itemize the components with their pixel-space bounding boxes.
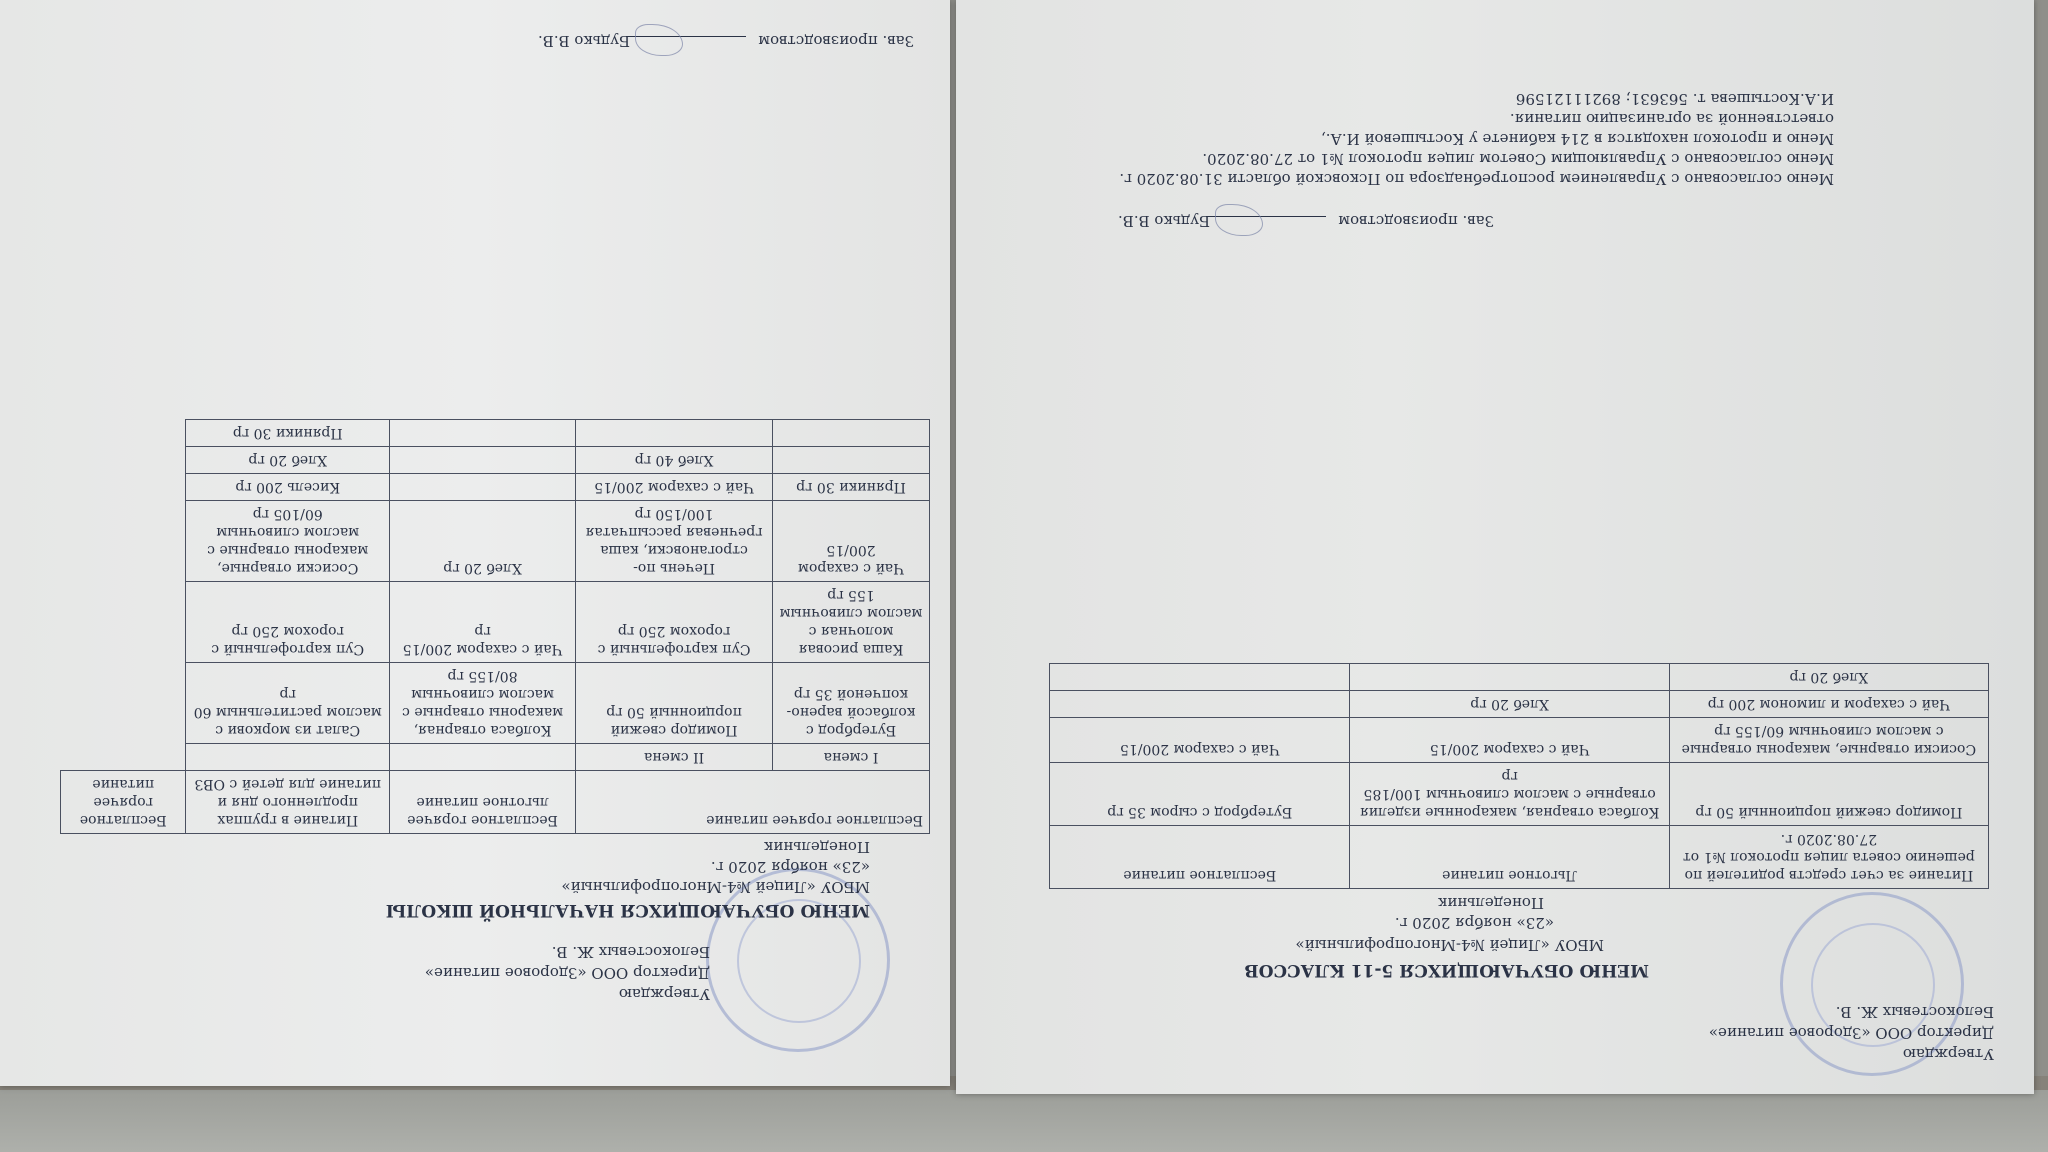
handwritten-signature (1215, 204, 1263, 236)
table-cell: Хлеб 20 гр (1669, 664, 1988, 691)
menu-date: «23» ноября 2020 г. (710, 858, 870, 876)
approval-line: Белокостевых Ж. В. (551, 943, 710, 961)
table-cell: Чай с сахаром 200/15 (773, 501, 930, 582)
table-cell: Хлеб 20 гр (1350, 691, 1669, 718)
table-cell: Колбаса отварная, макароны отварные с маслом сливочным 80/155 гр (390, 663, 576, 744)
subheader-cell: II смена (576, 744, 773, 771)
subheader-cell (186, 744, 390, 771)
table-header-row (61, 771, 930, 834)
header-cell: Бесплатное горячее питание (61, 771, 186, 834)
note-line: ответственной за организацию питания. (1509, 110, 1834, 128)
approval-line: Утверждаю (618, 985, 710, 1003)
table-cell: Чай с сахаром 200/15 (576, 474, 773, 501)
table-cell: Бутерброд с сыром 35 гр (1050, 763, 1351, 826)
table-cell: Помидор свежий порционный 50 гр (576, 663, 773, 744)
table-cell: Хлеб 20 гр (186, 447, 390, 474)
menu-weekday: Понедельник (1437, 894, 1544, 912)
header-cell: Питание в группах продленного дня и питание для детей с ОВЗ (186, 771, 390, 834)
header-cell: Бесплатное питание (1050, 826, 1351, 889)
school-name: МБОУ «Лицей №4-Многопрофильный» (561, 878, 870, 896)
table-subheader-row (61, 744, 930, 771)
table-row (1050, 664, 1989, 691)
approval-block (425, 941, 710, 1004)
note-line: Меню согласовано с Управлением роспотребнадзора по Псковской области 31.08.2020 г. (1119, 170, 1834, 188)
table-cell (773, 447, 930, 474)
desk-surface (0, 1090, 2048, 1152)
handwritten-signature (635, 24, 683, 56)
signature-label: Зав. производством (1338, 212, 1494, 230)
header-cell: Питание за счет средств родителей по решению совета лицея протокол №1 от 27.08.2020 г. (1669, 826, 1988, 889)
table-row (61, 501, 930, 582)
table-row (61, 582, 930, 663)
table-row (1050, 763, 1989, 826)
table-cell (576, 420, 773, 447)
menu-sheet-primary-school (0, 0, 950, 1086)
note-line: И.А.Костышева т. 563631; 89211121596 (1515, 90, 1834, 108)
table-cell: Сосиски отварные, макароны отварные с маслом сливочным 60/105 гр (186, 501, 390, 582)
table-cell: Чай с сахаром 200/15 (1350, 718, 1669, 763)
table-cell: Сосиски отварные, макароны отварные с маслом сливочным 60/155 гр (1669, 718, 1988, 763)
header-cell: Бесплатное горячее питание (576, 771, 930, 834)
table-cell: Суп картофельный с горохом 250 гр (186, 582, 390, 663)
note-line: Меню согласовано с Управляющим Советом лицея протокол №1 от 27.08.2020. (1202, 150, 1834, 168)
note-line: Меню и протокол находятся в 214 кабинете у Костышевой И.А., (1320, 130, 1834, 148)
table-cell: Пряники 30 гр (773, 474, 930, 501)
menu-sheet-grades-5-11 (956, 0, 2034, 1094)
table-cell: Каша рисовая молочная с маслом сливочным 155 гр (773, 582, 930, 663)
table-cell: Суп картофельный с горохом 250 гр (576, 582, 773, 663)
table-cell: Салат из моркови с маслом растительным 60 гр (186, 663, 390, 744)
signature-label: Зав. производством (758, 32, 914, 50)
menu-weekday: Понедельник (763, 838, 870, 856)
approval-line: Утверждаю (1902, 1045, 1994, 1063)
signature-name: Будько В.В. (1118, 212, 1211, 230)
table-cell (773, 420, 930, 447)
approval-line: Директор ООО «Здоровое питание» (424, 964, 710, 982)
header-cell: Бесплатное горячее льготное питание (390, 771, 576, 834)
table-cell: Чай с сахаром 200/15 гр (390, 582, 576, 663)
page-title: МЕНЮ ОБУЧАЮЩИХСЯ 5-11 КЛАССОВ (1244, 960, 1649, 980)
school-name: МБОУ «Лицей №4-Многопрофильный» (1295, 936, 1604, 954)
table-cell: Чай с сахаром 200/15 (1050, 718, 1351, 763)
table-row (61, 447, 930, 474)
table-cell: Помидор свежий порционный 50 гр (1669, 763, 1988, 826)
table-cell (390, 474, 576, 501)
table-cell (1050, 664, 1351, 691)
approval-block (1709, 1001, 1994, 1064)
signature-name: Будько В.В. (538, 32, 631, 50)
table-cell: Колбаса отварная, макаронные изделия отварные с маслом сливочным 100/185 гр (1350, 763, 1669, 826)
table-row (1050, 718, 1989, 763)
table-cell (1350, 664, 1669, 691)
table-row (61, 474, 930, 501)
menu-date: «23» ноября 2020 г. (1394, 914, 1554, 932)
page-title: МЕНЮ ОБУЧАЮЩИХСЯ НАЧАЛЬНОЙ ШКОЛЫ (385, 900, 870, 920)
table-cell: Чай с сахаром и лимоном 200 гр (1669, 691, 1988, 718)
menu-table (60, 419, 930, 834)
approval-notes (1119, 89, 1834, 189)
table-cell: Пряники 30 гр (186, 420, 390, 447)
table-row (1050, 691, 1989, 718)
header-cell: Льготное питание (1350, 826, 1669, 889)
table-cell: Кисель 200 гр (186, 474, 390, 501)
table-cell: Хлеб 40 гр (576, 447, 773, 474)
table-header-row (1050, 826, 1989, 889)
signature-line (538, 24, 914, 56)
table-cell (390, 420, 576, 447)
subheader-cell (390, 744, 576, 771)
signature-line (1118, 204, 1494, 236)
approval-line: Директор ООО «Здоровое питание» (1708, 1024, 1994, 1042)
approval-line: Белокостевых Ж. В. (1835, 1003, 1994, 1021)
menu-table (1049, 663, 1989, 889)
table-cell (390, 447, 576, 474)
table-cell: Хлеб 20 гр (390, 501, 576, 582)
table-cell: Бутерброд с колбасой варено-копченой 35 гр (773, 663, 930, 744)
table-row (61, 420, 930, 447)
table-cell (1050, 691, 1351, 718)
table-row (61, 663, 930, 744)
subheader-cell: I смена (773, 744, 930, 771)
table-cell: Печень по-строгановски, каша гречневая рассыпчатая 100/150 гр (576, 501, 773, 582)
